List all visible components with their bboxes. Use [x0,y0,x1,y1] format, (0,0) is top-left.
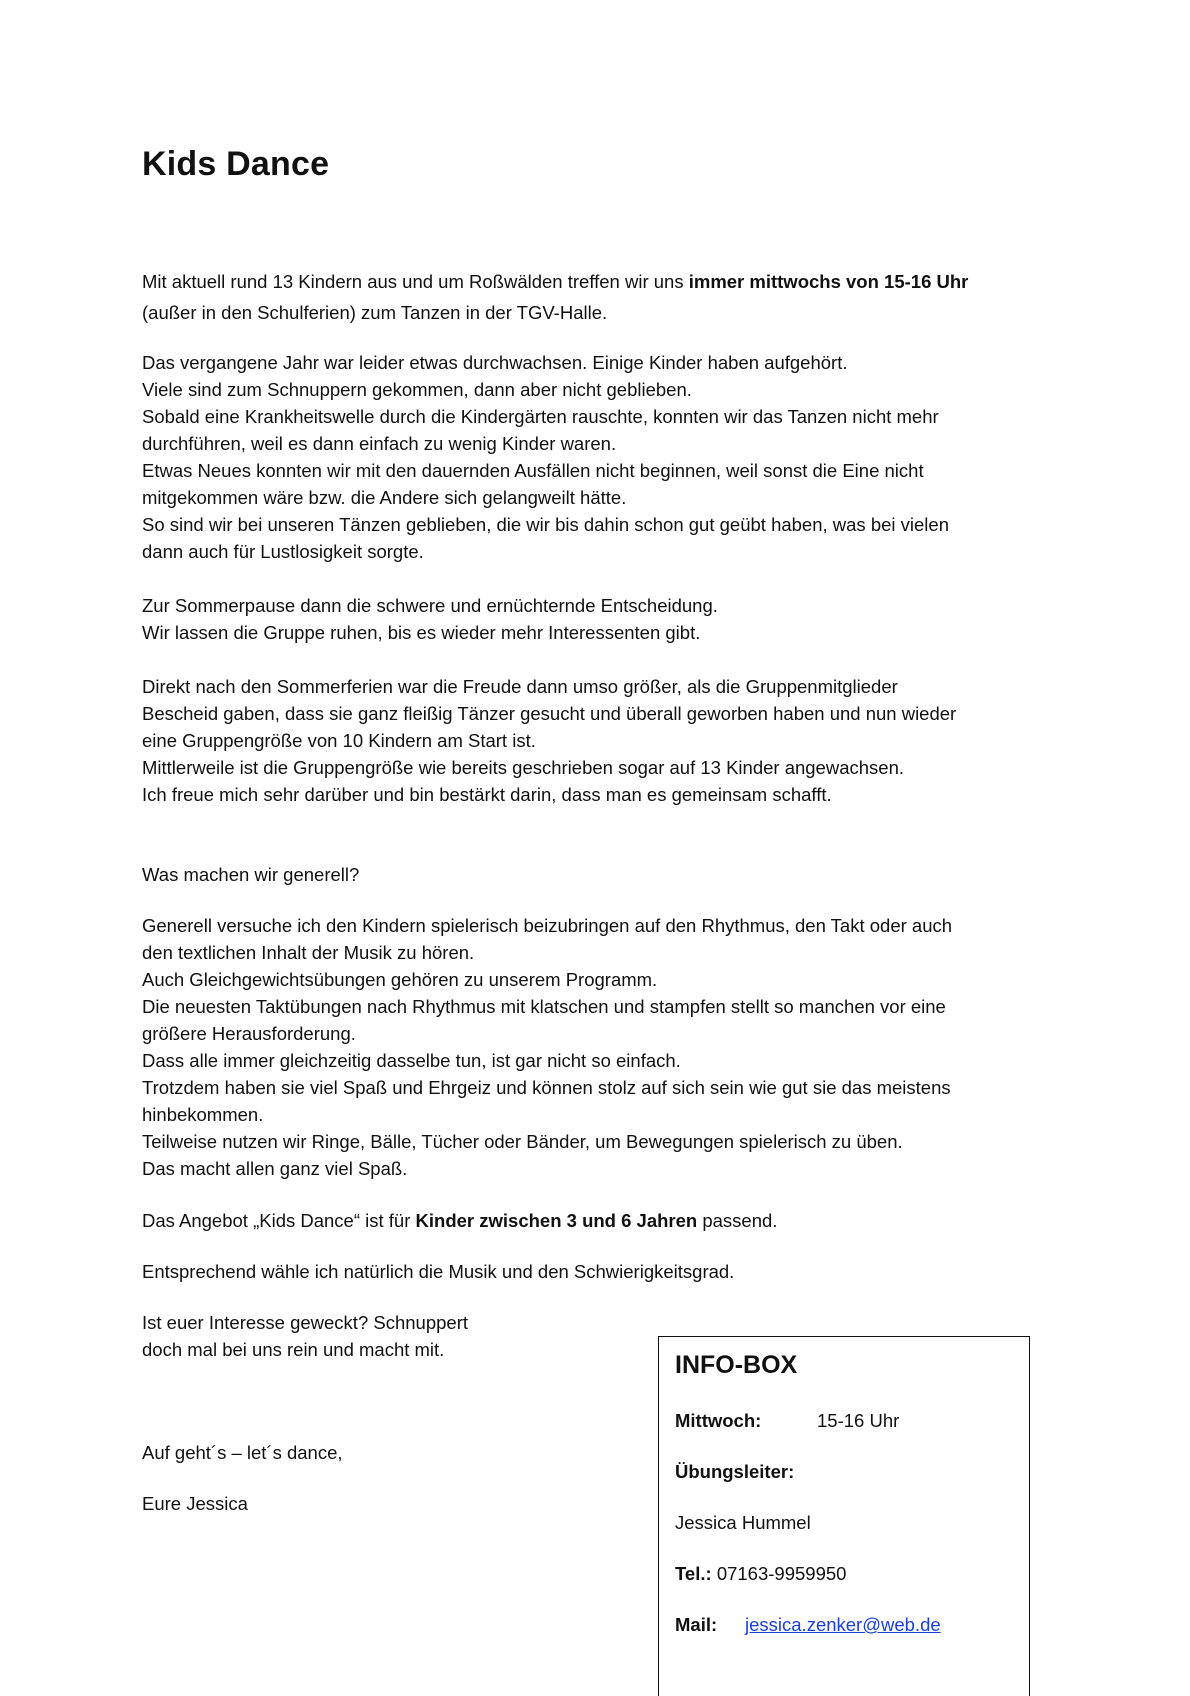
question-heading: Was machen wir generell? [142,864,360,885]
info-mail-link[interactable]: jessica.zenker@web.de [745,1614,941,1635]
text-line: Viele sind zum Schnuppern gekommen, dann aber nicht geblieben. [142,379,692,400]
text-line: Teilweise nutzen wir Ringe, Bälle, Tücher oder Bänder, um Bewegungen spielerisch zu üben. [142,1131,903,1152]
text-line: doch mal bei uns rein und macht mit. [142,1339,445,1360]
text-line: eine Gruppengröße von 10 Kindern am Start ist. [142,730,536,751]
info-box [658,1336,1030,1696]
info-day-value: 15-16 Uhr [817,1410,900,1431]
text-line: Das macht allen ganz viel Spaß. [142,1158,408,1179]
text-line: Ist euer Interesse geweckt? Schnuppert [142,1312,468,1333]
text-line: Wir lassen die Gruppe ruhen, bis es wieder mehr Interessenten gibt. [142,622,701,643]
intro-text: Mit aktuell rund 13 Kindern aus und um Roßwälden treffen wir uns [142,271,689,292]
text-line: den textlichen Inhalt der Musik zu hören. [142,942,475,963]
paragraph-after-summer [142,673,1062,808]
text-line: hinbekommen. [142,1104,264,1125]
info-mail-row [675,1611,941,1638]
closing-line: Auf geht´s – let´s dance, [142,1442,343,1463]
text-line: Bescheid gaben, dass sie ganz fleißig Tänzer gesucht und überall geworben haben und nun wieder [142,703,957,724]
text-line: So sind wir bei unseren Tänzen geblieben, die wir bis dahin schon gut geübt haben, was bei vielen [142,514,949,535]
paragraph-summer-break [142,592,1062,646]
text-line: Etwas Neues konnten wir mit den dauernden Ausfällen nicht beginnen, weil sonst die Eine nicht [142,460,924,481]
text-line: Ich freue mich sehr darüber und bin bestärkt darin, dass man es gemeinsam schafft. [142,784,832,805]
text-line: Das vergangene Jahr war leider etwas durchwachsen. Einige Kinder haben aufgehört. [142,352,848,373]
text-line: größere Herausforderung. [142,1023,356,1044]
text-line: Direkt nach den Sommerferien war die Freude dann umso größer, als die Gruppenmitglieder [142,676,898,697]
info-leader-label: Übungsleiter: [675,1461,795,1482]
intro-line-2: (außer in den Schulferien) zum Tanzen in der TGV-Halle. [142,302,608,323]
intro-line-1 [142,268,1062,295]
info-day-row [675,1407,900,1434]
info-leader-name: Jessica Hummel [675,1512,811,1533]
page-title: Kids Dance [142,145,330,183]
intro-paragraph [142,268,1062,326]
text-line: Zur Sommerpause dann die schwere und ernüchternde Entscheidung. [142,595,718,616]
offer-text-pre: Das Angebot „Kids Dance“ ist für [142,1210,416,1231]
text-line: Trotzdem haben sie viel Spaß und Ehrgeiz und können stolz auf sich sein wie gut sie das meistens [142,1077,951,1098]
music-paragraph: Entsprechend wähle ich natürlich die Musik und den Schwierigkeitsgrad. [142,1261,735,1282]
intro-bold-schedule: immer mittwochs von 15-16 Uhr [688,271,969,292]
offer-line [142,1207,1062,1234]
info-mail-label: Mail: [675,1614,718,1635]
text-line: Mittlerweile ist die Gruppengröße wie bereits geschrieben sogar auf 13 Kinder angewachsen. [142,757,905,778]
text-line: Auch Gleichgewichtsübungen gehören zu unserem Programm. [142,969,658,990]
text-line: Generell versuche ich den Kindern spielerisch beizubringen auf den Rhythmus, den Takt oder auch [142,915,953,936]
paragraph-year-review [142,349,1062,565]
text-line: Dass alle immer gleichzeitig dasselbe tun, ist gar nicht so einfach. [142,1050,681,1071]
text-line: dann auch für Lustlosigkeit sorgte. [142,541,424,562]
text-line: mitgekommen wäre bzw. die Andere sich gelangweilt hätte. [142,487,627,508]
offer-age-range: Kinder zwischen 3 und 6 Jahren [415,1210,698,1231]
offer-text-post: passend. [697,1210,778,1231]
text-line: Sobald eine Krankheitswelle durch die Kindergärten rauschte, konnten wir das Tanzen nicht mehr [142,406,939,427]
offer-paragraph [142,1207,1062,1234]
info-day-label: Mittwoch: [675,1410,762,1431]
text-line: Die neuesten Taktübungen nach Rhythmus mit klatschen und stampfen stellt so manchen vor eine [142,996,946,1017]
paragraph-activities [142,912,1062,1182]
info-box-title: INFO-BOX [675,1351,798,1379]
info-tel-row [675,1560,846,1587]
signature: Eure Jessica [142,1493,248,1514]
info-tel-label: Tel.: [675,1563,712,1584]
text-line: durchführen, weil es dann einfach zu wenig Kinder waren. [142,433,617,454]
info-tel-value: 07163-9959950 [716,1563,847,1584]
